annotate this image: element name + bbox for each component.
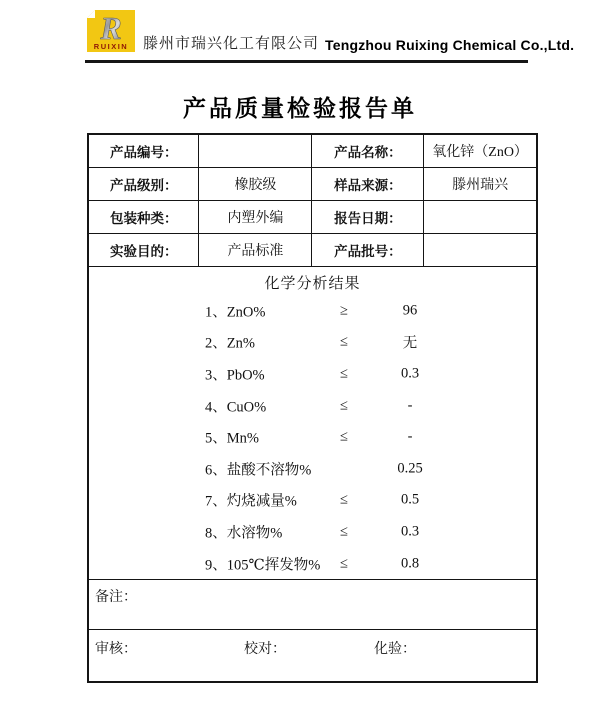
item-relation: ≤ (340, 523, 348, 540)
product-code-value (199, 135, 312, 167)
company-banner (85, 10, 575, 56)
sample-source-label: 样品来源： (312, 168, 424, 200)
table-row (89, 168, 536, 201)
product-code-label: 产品编号： (89, 135, 199, 167)
product-name-value: 氧化锌（ZnO） (432, 145, 528, 160)
item-value: 0.8 (400, 555, 420, 572)
item-name: 9、105℃挥发物% (205, 557, 321, 574)
analysis-heading: 化学分析结果 (264, 276, 361, 292)
item-name: 3、PbO% (205, 367, 265, 384)
item-relation: ≤ (340, 428, 348, 445)
item-name: 6、盐酸不溶物% (205, 462, 312, 479)
batch-number-label: 产品批号： (312, 234, 424, 266)
report-title: 产品质量检验报告单 (183, 95, 417, 121)
item-relation: ≤ (340, 397, 348, 414)
item-value: 0.5 (400, 491, 420, 508)
analysis-item (89, 485, 536, 517)
analysis-item (89, 516, 536, 548)
analysis-item (89, 421, 536, 453)
item-value: 0.25 (397, 460, 423, 477)
table-row (89, 201, 536, 234)
item-relation: ≤ (340, 491, 348, 508)
item-relation: ≤ (340, 333, 348, 350)
report-table (87, 133, 538, 683)
test-purpose-value: 产品标准 (199, 234, 312, 266)
item-name: 5、Mn% (205, 430, 259, 447)
product-grade-label: 产品级别： (89, 168, 199, 200)
svg-text:RUIXIN: RUIXIN (93, 42, 129, 51)
item-value: 96 (402, 302, 418, 319)
item-value: - (407, 428, 413, 445)
item-name: 2、Zn% (205, 335, 255, 352)
report-date-value (424, 201, 536, 233)
svg-text:R: R (100, 10, 122, 46)
ruixin-logo-icon (85, 10, 135, 56)
item-name: 8、水溶物% (205, 525, 283, 542)
analysis-item (89, 358, 536, 390)
company-name-english: Tengzhou Ruixing Chemical Co.,Ltd. (325, 37, 575, 53)
item-relation: ≤ (340, 365, 348, 382)
analysis-item (89, 390, 536, 422)
item-relation: ≥ (340, 302, 348, 319)
package-type-value: 内塑外编 (199, 201, 312, 233)
test-purpose-label: 实验目的： (89, 234, 199, 266)
analysis-item (89, 327, 536, 359)
package-type-label: 包装种类： (89, 201, 199, 233)
proofread-label: 校对： (244, 642, 286, 657)
table-row (89, 234, 536, 267)
item-name: 1、ZnO% (205, 304, 266, 321)
item-name: 4、CuO% (205, 399, 267, 416)
remarks-label: 备注： (95, 590, 137, 605)
batch-number-value (424, 234, 536, 266)
item-value: 无 (402, 335, 418, 352)
review-label: 审核： (95, 642, 137, 657)
company-name-chinese: 滕州市瑞兴化工有限公司 (143, 36, 320, 52)
test-label: 化验： (374, 642, 416, 657)
report-date-label: 报告日期： (312, 201, 424, 233)
remarks-row (89, 580, 536, 630)
sample-source-value: 滕州瑞兴 (452, 178, 509, 193)
analysis-item (89, 548, 536, 580)
item-relation: ≤ (340, 555, 348, 572)
table-row (89, 135, 536, 168)
analysis-section (89, 267, 536, 580)
item-value: - (407, 397, 413, 414)
product-name-label: 产品名称： (312, 135, 424, 167)
product-grade-value: 橡胶级 (199, 168, 312, 200)
item-value: 0.3 (400, 365, 420, 382)
signature-row (89, 630, 536, 681)
analysis-item (89, 295, 536, 327)
analysis-item (89, 453, 536, 485)
item-name: 7、灼烧减量% (205, 493, 297, 510)
page-header (85, 10, 575, 63)
item-value: 0.3 (400, 523, 420, 540)
